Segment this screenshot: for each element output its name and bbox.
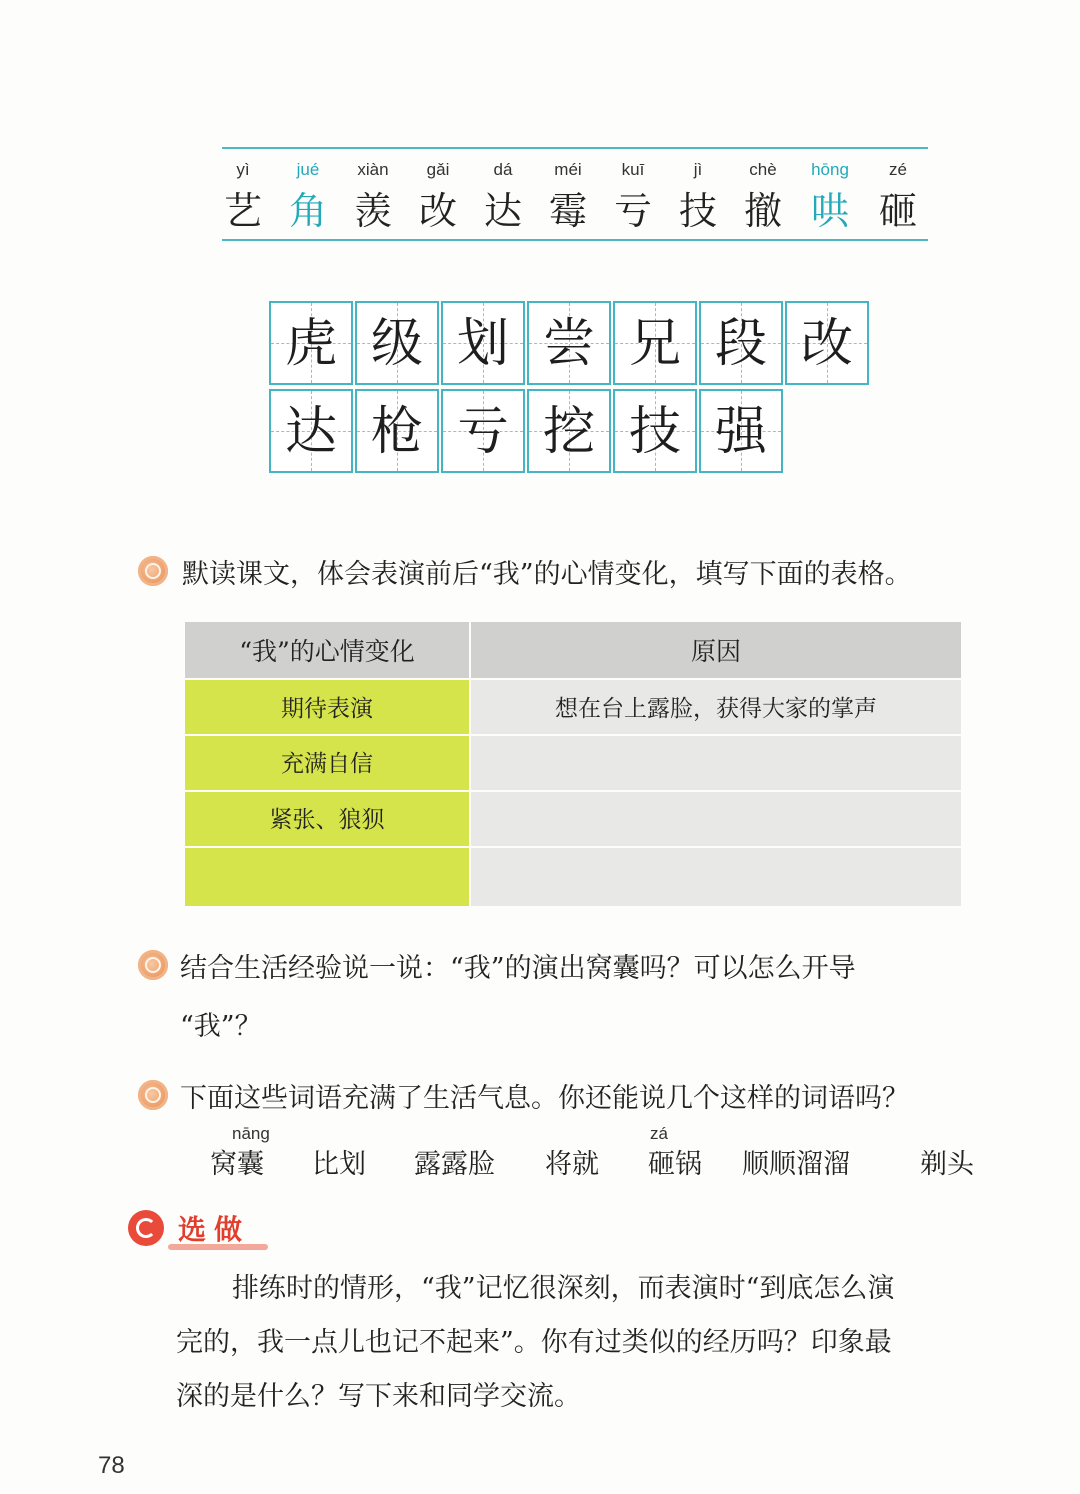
character: 哄 xyxy=(810,189,849,233)
grid-character: 级 xyxy=(370,314,423,374)
strip-bottom-line xyxy=(222,239,928,241)
character: 羡 xyxy=(353,189,392,233)
question-1-text: 默读课文，体会表演前后“我”的心情变化，填写下面的表格。 xyxy=(182,559,912,590)
character: 艺 xyxy=(223,189,262,233)
grid-cell xyxy=(699,389,783,473)
table-cell-mood xyxy=(185,848,469,906)
pinyin: hōng xyxy=(811,160,849,179)
grid-character: 虎 xyxy=(284,314,337,374)
pinyin: kuī xyxy=(621,160,645,179)
grid-cell xyxy=(527,389,611,473)
grid-character: 段 xyxy=(714,314,767,374)
pinyin: chè xyxy=(749,160,777,179)
vocab-pinyin: nāng xyxy=(232,1124,270,1143)
pinyin: xiàn xyxy=(357,160,389,179)
character: 达 xyxy=(483,189,522,233)
vocab-word: 顺顺溜溜 xyxy=(742,1149,850,1180)
character-row xyxy=(222,186,928,236)
grid-cell xyxy=(355,389,439,473)
question-bullet-icon xyxy=(138,1080,168,1110)
character: 改 xyxy=(418,189,457,233)
grid-cell xyxy=(269,389,353,473)
character: 技 xyxy=(678,189,717,233)
pinyin: zé xyxy=(889,160,907,179)
question-3-text: 下面这些词语充满了生活气息。你还能说几个这样的词语吗？ xyxy=(180,1083,909,1114)
grid-character: 达 xyxy=(284,402,337,462)
character: 亏 xyxy=(613,189,652,233)
grid-character: 挖 xyxy=(542,402,595,462)
table-cell-reason xyxy=(471,848,961,906)
grid-character: 强 xyxy=(714,402,767,462)
question-bullet-icon xyxy=(138,950,168,980)
vocab-word: 剃头 xyxy=(920,1149,974,1180)
character: 角 xyxy=(288,189,327,233)
vocab-word: 露露脸 xyxy=(414,1149,495,1180)
pinyin: yì xyxy=(236,160,250,179)
table-cell-reason xyxy=(471,736,961,790)
table-cell-reason xyxy=(471,792,961,846)
table-cell-mood: 期待表演 xyxy=(185,680,469,734)
question-2-line-1: 结合生活经验说一说：“我”的演出窝囊吗？可以怎么开导 xyxy=(180,953,856,984)
pinyin: jì xyxy=(693,160,703,179)
vocab-pinyin: zá xyxy=(650,1124,668,1143)
vocab-word: 砸锅 xyxy=(648,1149,702,1180)
table-cell-mood: 充满自信 xyxy=(185,736,469,790)
grid-cell xyxy=(699,301,783,385)
grid-cell xyxy=(785,301,869,385)
grid-cell xyxy=(613,301,697,385)
grid-character: 尝 xyxy=(542,314,595,374)
table-cell-reason: 想在台上露脸，获得大家的掌声 xyxy=(471,680,961,734)
grid-character: 技 xyxy=(628,402,681,462)
vocab-word: 窝囊 xyxy=(210,1149,264,1180)
question-bullet-icon xyxy=(138,556,168,586)
question-2-line-2: “我”？ xyxy=(180,1011,262,1042)
pinyin: jué xyxy=(296,160,320,179)
grid-character: 枪 xyxy=(370,402,423,462)
pinyin-row xyxy=(222,160,928,184)
table-cell-mood: 紧张、狼狈 xyxy=(185,792,469,846)
vocab-word: 将就 xyxy=(545,1149,599,1180)
strip-top-line xyxy=(222,147,928,149)
optional-title: 选做 xyxy=(178,1213,251,1246)
table-header-mood: “我”的心情变化 xyxy=(185,622,469,678)
optional-line-2: 完的，我一点儿也记不起来”。你有过类似的经历吗？印象最 xyxy=(176,1327,892,1358)
grid-cell xyxy=(355,301,439,385)
vocab-word: 比划 xyxy=(312,1149,366,1180)
pinyin: méi xyxy=(554,160,582,179)
grid-cell xyxy=(441,301,525,385)
mood-table xyxy=(185,622,961,906)
grid-character: 兄 xyxy=(628,314,681,374)
table-header-reason: 原因 xyxy=(471,622,961,678)
optional-line-1: 排练时的情形，“我”记忆很深刻，而表演时“到底怎么演 xyxy=(232,1273,895,1304)
grid-cell xyxy=(613,389,697,473)
grid-character: 亏 xyxy=(456,402,509,462)
character: 霉 xyxy=(548,189,587,233)
grid-cell xyxy=(441,389,525,473)
character: 砸 xyxy=(878,189,917,233)
optional-line-3: 深的是什么？写下来和同学交流。 xyxy=(176,1381,581,1412)
page-number: 78 xyxy=(98,1452,125,1479)
optional-icon xyxy=(128,1210,164,1246)
grid-cell xyxy=(527,301,611,385)
pinyin: dá xyxy=(493,160,513,179)
character: 撤 xyxy=(743,189,782,233)
grid-character: 改 xyxy=(800,314,853,374)
grid-character: 划 xyxy=(456,314,509,374)
pinyin: gǎi xyxy=(426,160,450,179)
grid-cell xyxy=(269,301,353,385)
